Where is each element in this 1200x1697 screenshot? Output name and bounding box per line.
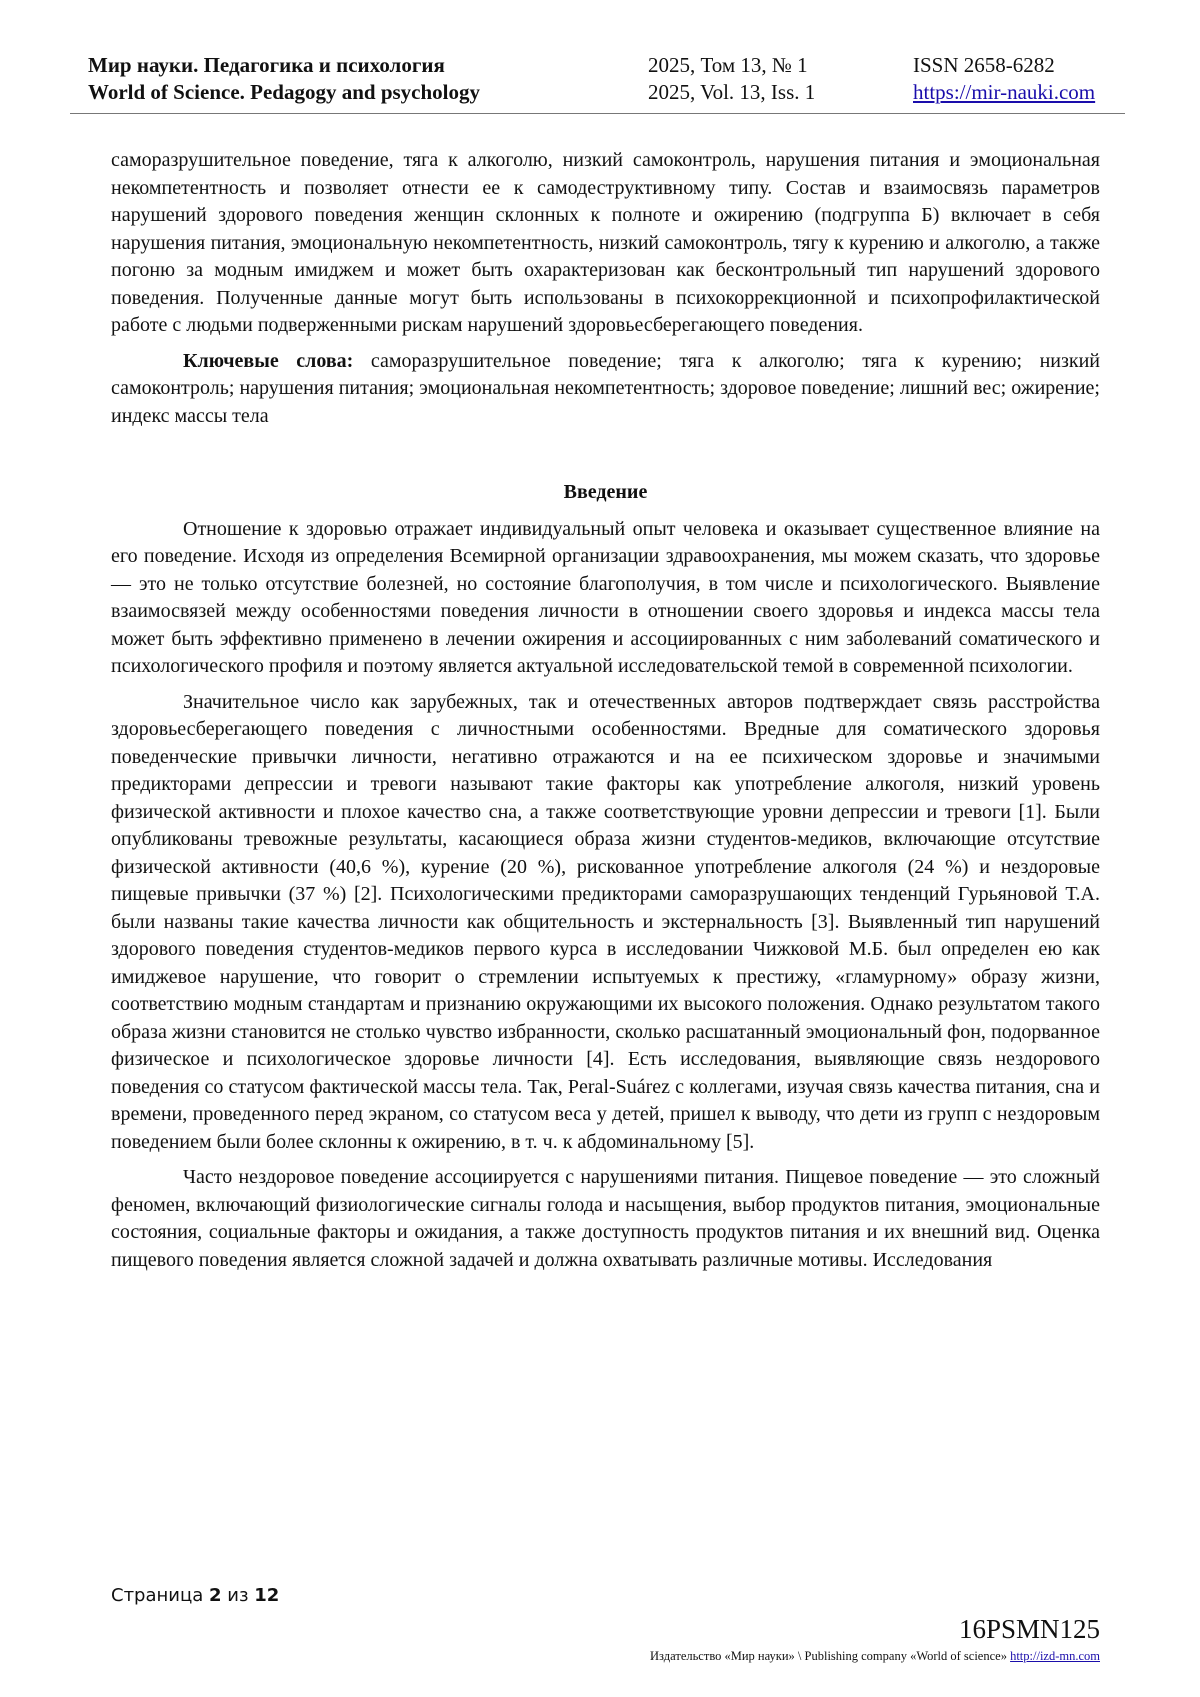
publisher-text: Издательство «Мир науки» \ Publishing company «World of science» [650,1649,1007,1663]
issue-en: 2025, Vol. 13, Iss. 1 [648,80,816,104]
journal-title-en: World of Science. Pedagogy and psychology [88,80,481,104]
page-word: Страница [111,1585,204,1606]
page-number: 2 [209,1585,222,1606]
article-code: 16PSMN125 [958,1614,1100,1644]
page-total: 12 [254,1585,280,1606]
abstract-continuation: саморазрушительное поведение, тяга к алкоголю, низкий самоконтроль, нарушения питания и эмоциональная некомпетентность и позволяет отнести ее к самодеструктивному типу. Состав и взаимосвязь параметров нарушений здорового поведения женщин склонных к полноте и ожирению (подгруппа Б) включает в себя нарушения питания, эмоциональную некомпетентность, низкий самоконтроль, тягу к курению и алкоголю, а также погоню за модным имиджем и может быть охарактеризован как бесконтрольный тип нарушений здорового поведения. Полученные данные могут быть использованы в психокоррекционной и психопрофилактической работе с людьми подверженными рискам нарушений здоровьесберегающего поведения. [111,149,1100,336]
issn-block [913,52,1095,106]
keywords-text: саморазрушительное поведение; тяга к алкоголю; тяга к курению; низкий самоконтроль; нарушения питания; эмоциональная некомпетентность; здоровое поведение; лишний вес; ожирение; индекс массы тела [111,349,1101,427]
issn: ISSN 2658-6282 [913,53,1055,77]
section-title: Введение [563,481,648,503]
publisher-link[interactable]: http://izd-mn.com [1010,1649,1100,1663]
issue-ru: 2025, Том 13, № 1 [648,53,808,77]
paragraph-1: Отношение к здоровью отражает индивидуальный опыт человека и оказывает существенное влияние на его поведение. Исходя из определения Всемирной организации здравоохранения, мы можем сказать, что здоровье — это не только отсутствие болезней, но состояние благополучия, в том числе и психологического. Выявление взаимосвязей между особенностями поведения личности в отношении своего здоровья и индекса массы тела может быть эффективно применено в лечении ожирения и ассоциированных с ним заболеваний соматического и психологического профиля и поэтому является актуальной исследовательской темой в современной психологии. [111,517,1100,677]
keywords-paragraph [111,348,1100,431]
paragraph-2: Значительное число как зарубежных, так и отечественных авторов подтверждает связь расстройства здоровьесберегающего поведения с личностными особенностями. Вредные для соматического здоровья поведенческие привычки личности, негативно отражаются и на ее психическом здоровье и значимыми предикторами депрессии и тревоги называют такие факторы как употребление алкоголя, низкий уровень физической активности и плохое качество сна, а также соответствующие уровни депрессии и тревоги [1]. Были опубликованы тревожные результаты, касающиеся образа жизни студентов-медиков, включающие отсутствие физической активности (40,6 %), курение (20 %), рискованное употребление алкоголя (24 %) и нездоровые пищевые привычки (37 %) [2]. Психологическими предикторами саморазрушающих тенденций Гурьяновой Т.А. были названы такие качества личности как общительность и экстернальность [3]. Выявленный тип нарушений здорового поведения студентов-медиков первого курса в исследовании Чижковой М.Б. был определен ею как имиджевое нарушение, что говорит о стремлении испытуемых к престижу, «гламурному» образу жизни, соответствию модным стандартам и признанию окружающими их высокого положения. Однако результатом такого образа жизни становится не столько чувство избранности, сколько расшатанный эмоциональный фон, подорванное физическое и психологическое здоровье личности [4]. Есть исследования, выявляющие связь нездорового поведения со статусом фактической массы тела. Так, Peral-Suárez с коллегами, изучая связь качества питания, сна и времени, проведенного перед экраном, со статусом веса у детей, пришел к выводу, что дети из групп с нездоровым поведением были более склонны к ожирению, в т. ч. к абдоминальному [5]. [111,690,1100,1153]
of-word: из [227,1585,249,1606]
issue-info [648,52,815,106]
paragraph-3: Часто нездоровое поведение ассоциируется с нарушениями питания. Пищевое поведение — это сложный феномен, включающий физиологические сигналы голода и насыщения, выбор продуктов питания, эмоциональные состояния, социальные факторы и ожидания, а также доступность продуктов питания и их внешний вид. Оценка пищевого поведения является сложной задачей и должна охватывать различные мотивы. Исследования [111,1166,1100,1271]
page-counter [111,1585,279,1606]
journal-url-link[interactable]: https://mir-nauki.com [913,80,1096,104]
header-divider [70,113,1125,114]
publisher-line [650,1649,1100,1664]
article-body [111,147,1100,1282]
journal-title-ru: Мир науки. Педагогика и психология [88,53,445,77]
journal-title [88,52,480,106]
keywords-label: Ключевые слова: [183,349,354,372]
